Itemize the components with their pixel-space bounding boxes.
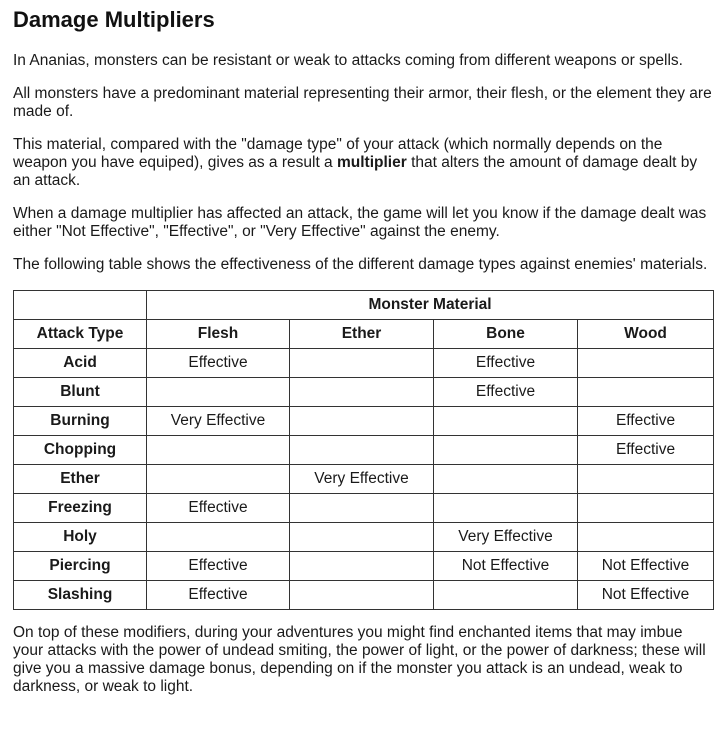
effectiveness-cell: Effective <box>578 436 714 465</box>
effectiveness-cell: Very Effective <box>147 407 290 436</box>
table-row <box>14 523 714 552</box>
effectiveness-cell <box>434 581 578 610</box>
column-header-bone: Bone <box>434 320 578 349</box>
effectiveness-cell: Effective <box>147 349 290 378</box>
table-row <box>14 436 714 465</box>
empty-corner-cell <box>14 291 147 320</box>
effectiveness-cell <box>290 349 434 378</box>
multiplier-bold-term: multiplier <box>337 154 407 171</box>
table-body <box>14 349 714 610</box>
table-row <box>14 407 714 436</box>
column-header-wood: Wood <box>578 320 714 349</box>
effectiveness-cell <box>578 378 714 407</box>
attack-type-cell: Acid <box>14 349 147 378</box>
page-title: Damage Multipliers <box>13 7 215 32</box>
outro-paragraph: On top of these modifiers, during your adventures you might find enchanted items that may imbue your attacks with the power of undead smiting, the power of light, or the power of darkness; these will give you a massive damage bonus, depending on if the monster you attack is an undead, weak to darkness, or weak to light. <box>13 624 706 695</box>
column-header-ether: Ether <box>290 320 434 349</box>
table-row <box>14 494 714 523</box>
attack-type-cell: Piercing <box>14 552 147 581</box>
table-row <box>14 581 714 610</box>
effectiveness-cell <box>290 494 434 523</box>
multiplier-text-before: This material, compared with the "damage type" of your attack (which normally depends on the weapon you have equiped), gives as a result a <box>13 136 663 171</box>
attack-type-header: Attack Type <box>14 320 147 349</box>
feedback-paragraph: When a damage multiplier has affected an attack, the game will let you know if the damage dealt was either "Not Effective", "Effective", or "Very Effective" against the enemy. <box>13 205 707 240</box>
effectiveness-cell: Effective <box>434 378 578 407</box>
multiplier-text-after: that alters the amount of damage dealt by an attack. <box>13 154 698 189</box>
attack-type-cell: Blunt <box>14 378 147 407</box>
column-header-flesh: Flesh <box>147 320 290 349</box>
effectiveness-cell <box>147 378 290 407</box>
effectiveness-cell <box>290 407 434 436</box>
multiplier-paragraph <box>13 136 715 190</box>
effectiveness-cell: Not Effective <box>578 581 714 610</box>
effectiveness-cell <box>290 436 434 465</box>
effectiveness-cell: Effective <box>147 494 290 523</box>
effectiveness-cell <box>578 465 714 494</box>
effectiveness-cell <box>147 465 290 494</box>
monster-material-header: Monster Material <box>147 291 714 320</box>
intro-paragraph: In Ananias, monsters can be resistant or weak to attacks coming from different weapons or spells. <box>13 52 683 69</box>
effectiveness-cell: Effective <box>578 407 714 436</box>
attack-type-cell: Chopping <box>14 436 147 465</box>
effectiveness-cell: Not Effective <box>578 552 714 581</box>
effectiveness-cell: Not Effective <box>434 552 578 581</box>
attack-type-cell: Burning <box>14 407 147 436</box>
table-row <box>14 378 714 407</box>
effectiveness-cell <box>290 552 434 581</box>
effectiveness-cell <box>147 523 290 552</box>
effectiveness-cell: Effective <box>434 349 578 378</box>
effectiveness-cell: Effective <box>147 581 290 610</box>
attack-type-cell: Holy <box>14 523 147 552</box>
effectiveness-cell: Very Effective <box>434 523 578 552</box>
effectiveness-cell <box>578 494 714 523</box>
effectiveness-cell <box>434 407 578 436</box>
table-row <box>14 465 714 494</box>
effectiveness-cell <box>434 494 578 523</box>
effectiveness-cell <box>290 523 434 552</box>
attack-type-cell: Slashing <box>14 581 147 610</box>
table-row <box>14 349 714 378</box>
effectiveness-cell <box>434 436 578 465</box>
effectiveness-cell: Effective <box>147 552 290 581</box>
effectiveness-cell <box>147 436 290 465</box>
attack-type-cell: Ether <box>14 465 147 494</box>
effectiveness-cell <box>434 465 578 494</box>
effectiveness-cell <box>578 523 714 552</box>
effectiveness-cell <box>290 378 434 407</box>
attack-type-cell: Freezing <box>14 494 147 523</box>
table-intro-paragraph: The following table shows the effectiveness of the different damage types against enemies' materials. <box>13 256 708 273</box>
table-column-header-row <box>14 320 714 349</box>
table-group-header-row <box>14 291 714 320</box>
damage-multiplier-table <box>13 290 714 610</box>
effectiveness-cell: Very Effective <box>290 465 434 494</box>
effectiveness-cell <box>290 581 434 610</box>
material-paragraph: All monsters have a predominant material representing their armor, their flesh, or the element they are made of. <box>13 85 712 120</box>
effectiveness-cell <box>578 349 714 378</box>
table-row <box>14 552 714 581</box>
